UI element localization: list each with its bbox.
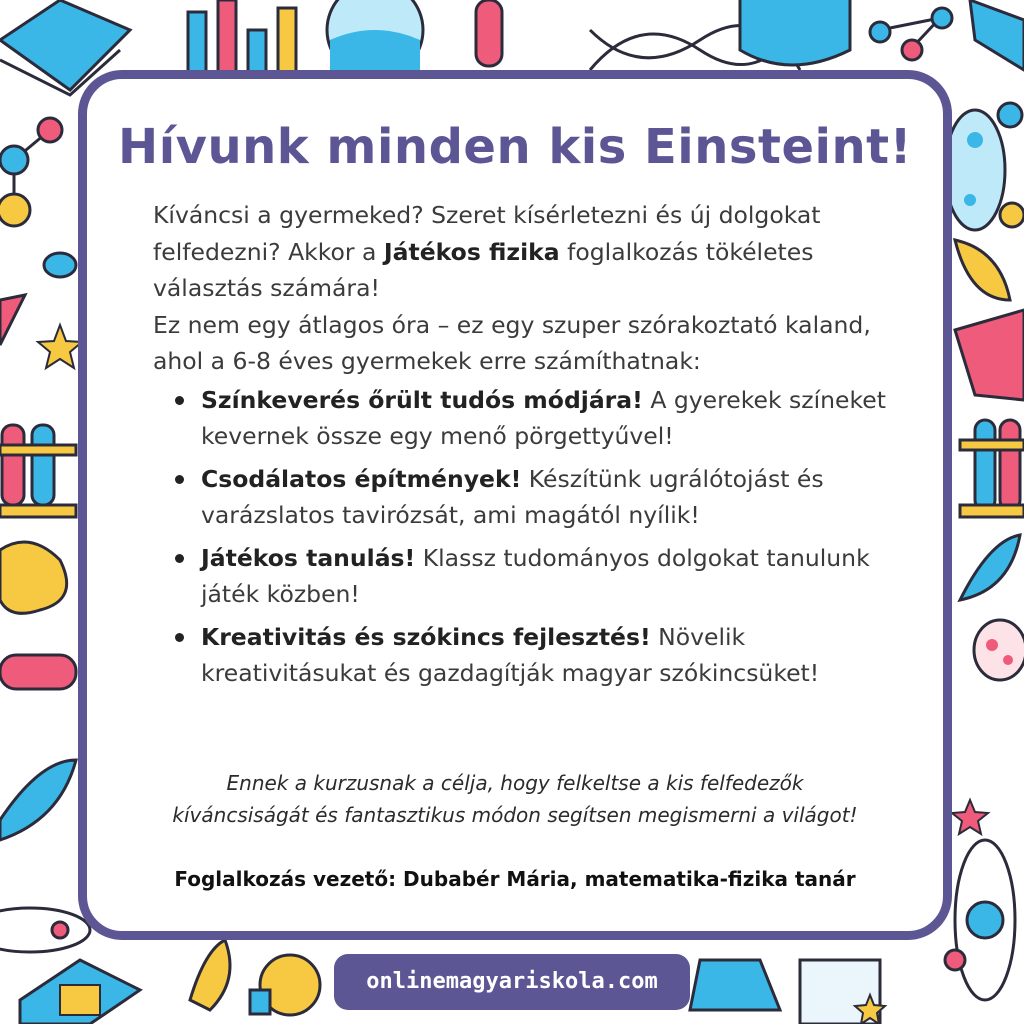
molecule-icon (870, 8, 952, 60)
lightbulb-icon (250, 955, 320, 1015)
flask-icon (327, 0, 423, 78)
paper-plane-icon (0, 295, 25, 345)
note-line-1: Ennek a kurzusnak a célja, hogy felkeltse a kis felfedezők (226, 771, 804, 795)
list-item-title: Színkeverés őrült tudós módjára! (201, 385, 643, 414)
leaf-icon (960, 535, 1020, 600)
list-item (153, 540, 903, 613)
list-item-text: Klassz tudományos dolgokat tanulunk játék közben! (201, 543, 870, 608)
feature-list (153, 382, 903, 692)
description (153, 197, 903, 698)
list-item-text: A gyerekek színeket kevernek össze egy menő pörgettyűvel! (201, 385, 886, 450)
book-icon (970, 0, 1024, 70)
note-line-2: kíváncsiságát és fantasztikus módon segítsen megismerni a világot! (172, 803, 858, 827)
leaf-icon (0, 760, 76, 840)
test-tube-rack-icon (960, 420, 1024, 517)
flask-icon (690, 960, 780, 1010)
list-item-title: Játékos tanulás! (201, 543, 416, 572)
list-item-text: Növelik kreativitásukat és gazdagítják magyar szókincsüket! (201, 622, 820, 687)
bacteria-icon (945, 110, 1005, 230)
star-icon (38, 325, 82, 368)
leaf-icon (190, 940, 230, 1010)
website-badge[interactable]: onlinemagyariskola.com (334, 954, 690, 1010)
bullet-icon (175, 396, 184, 405)
info-card (78, 70, 952, 940)
instructor-line: Foglalkozás vezető: Dubabér Mária, matematika-fizika tanár (174, 867, 856, 891)
leaf-icon (955, 240, 1010, 300)
star-icon (952, 800, 988, 834)
test-tube-rack-icon (0, 425, 76, 517)
bullet-icon (175, 475, 184, 484)
list-item-text: Készítünk ugrálótojást és varázslatos tavirózsát, ami magától nyílik! (201, 464, 824, 529)
intro-paragraph (153, 197, 903, 307)
book-icon (20, 960, 140, 1024)
test-tube-icon (476, 0, 502, 66)
paper-plane-icon (955, 310, 1024, 400)
bar-chart-icon (188, 0, 296, 72)
atom-icon (945, 840, 1015, 1000)
list-item-title: Csodálatos építmények! (201, 464, 522, 493)
bacteria-icon (44, 253, 76, 277)
bacteria-icon (0, 542, 67, 613)
list-item (153, 619, 903, 692)
beaker-icon (740, 0, 850, 65)
list-item-title: Kreativitás és szókincs fejlesztés! (201, 622, 651, 651)
page-title: Hívunk minden kis Einsteint! (118, 119, 912, 175)
intro-paragraph-2: Ez nem egy átlagos óra – ez egy szuper szórakoztató kaland, ahol a 6-8 éves gyermekek erre számíthatnak: (153, 310, 871, 375)
bullet-icon (175, 633, 184, 642)
bacteria-icon (0, 655, 76, 689)
bullet-icon (175, 554, 184, 563)
molecule-icon (0, 118, 62, 226)
course-name: Játékos fizika (383, 237, 560, 266)
course-goal-note (107, 767, 923, 831)
atom-icon (0, 908, 90, 952)
list-item (153, 461, 903, 534)
list-item (153, 382, 903, 455)
bacteria-icon (974, 620, 1024, 680)
intro-text-start: Kíváncsi a gyermeked? Szeret kísérletezni és új dolgokat felfedezni? Akkor a (153, 201, 821, 266)
intro-text-end: foglalkozás tökéletes választás számára! (153, 237, 814, 302)
